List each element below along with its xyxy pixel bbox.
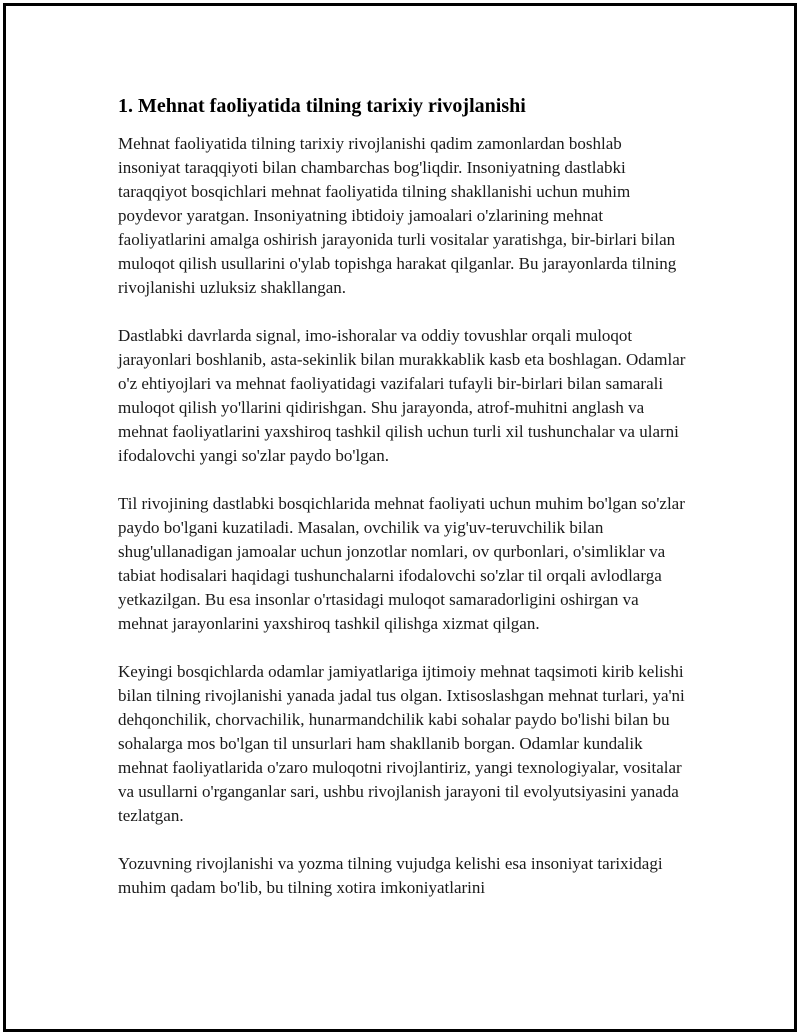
section-heading: 1. Mehnat faoliyatida tilning tarixiy rivojlanishi bbox=[118, 95, 526, 117]
paragraph: Mehnat faoliyatida tilning tarixiy rivojlanishi qadim zamonlardan boshlab insoniyat taraqqiyoti bilan chambarchas bog'liqdir. Insoniyatning dastlabki taraqqiyot bosqichlari mehnat faoliyatida tilning shakllanishi uchun muhim poydevor yaratgan. Insoniyatning ibtidoiy jamoalari o'zlarining mehnat faoliyatlarini amalga oshirish jarayonida turli vositalar yaratishga, bir-birlari bilan muloqot qilish usullarini o'ylab topishga harakat qilganlar. Bu jarayonlarda tilning rivojlanishi uzluksiz shakllangan. bbox=[118, 134, 677, 297]
paragraph: Keyingi bosqichlarda odamlar jamiyatlariga ijtimoiy mehnat taqsimoti kirib kelishi bilan tilning rivojlanishi yanada jadal tus olgan. Ixtisoslashgan mehnat turlari, ya'ni dehqonchilik, chorvachilik, hunarmandchilik kabi sohalar paydo bo'lishi bilan bu sohalarga mos bo'lgan til unsurlari ham shakllanib borgan. Odamlar kundalik mehnat faoliyatlarida o'zaro muloqotni rivojlantiriz, yangi texnologiyalar, vositalar va usullarni o'rganganlar sari, ushbu rivojlanish jarayoni til evolyutsiyasini yanada tezlatgan. bbox=[118, 662, 685, 825]
paragraph: Til rivojining dastlabki bosqichlarida mehnat faoliyati uchun muhim bo'lgan so'zlar paydo bo'lgani kuzatiladi. Masalan, ovchilik va yig'uv-teruvchilik bilan shug'ullanadigan jamoalar uchun jonzotlar nomlari, ov qurbonlari, o'simliklar va tabiat hodisalari haqidagi tushunchalarni ifodalovchi so'zlar til orqali avlodlarga yetkazilgan. Bu esa insonlar o'rtasidagi muloqot samaradorligini oshirgan va mehnat jarayonlarini yaxshiroq tashkil qilishga xizmat qilgan. bbox=[118, 494, 685, 633]
paragraph: Yozuvning rivojlanishi va yozma tilning vujudga kelishi esa insoniyat tarixidagi muhim qadam bo'lib, bu tilning xotira imkoniyatlarini bbox=[118, 854, 663, 897]
paragraph: Dastlabki davrlarda signal, imo-ishoralar va oddiy tovushlar orqali muloqot jarayonlari boshlanib, asta-sekinlik bilan murakkablik kasb eta boshlagan. Odamlar o'z ehtiyojlari va mehnat faoliyatidagi vazifalari tufayli bir-birlari bilan samarali muloqot qilish yo'llarini qidirishgan. Shu jarayonda, atrof-muhitni anglash va mehnat faoliyatlarini yaxshiroq tashkil qilish uchun turli xil tushunchalar va ularni ifodalovchi yangi so'zlar paydo bo'lgan. bbox=[118, 326, 686, 465]
document-body bbox=[118, 93, 688, 924]
